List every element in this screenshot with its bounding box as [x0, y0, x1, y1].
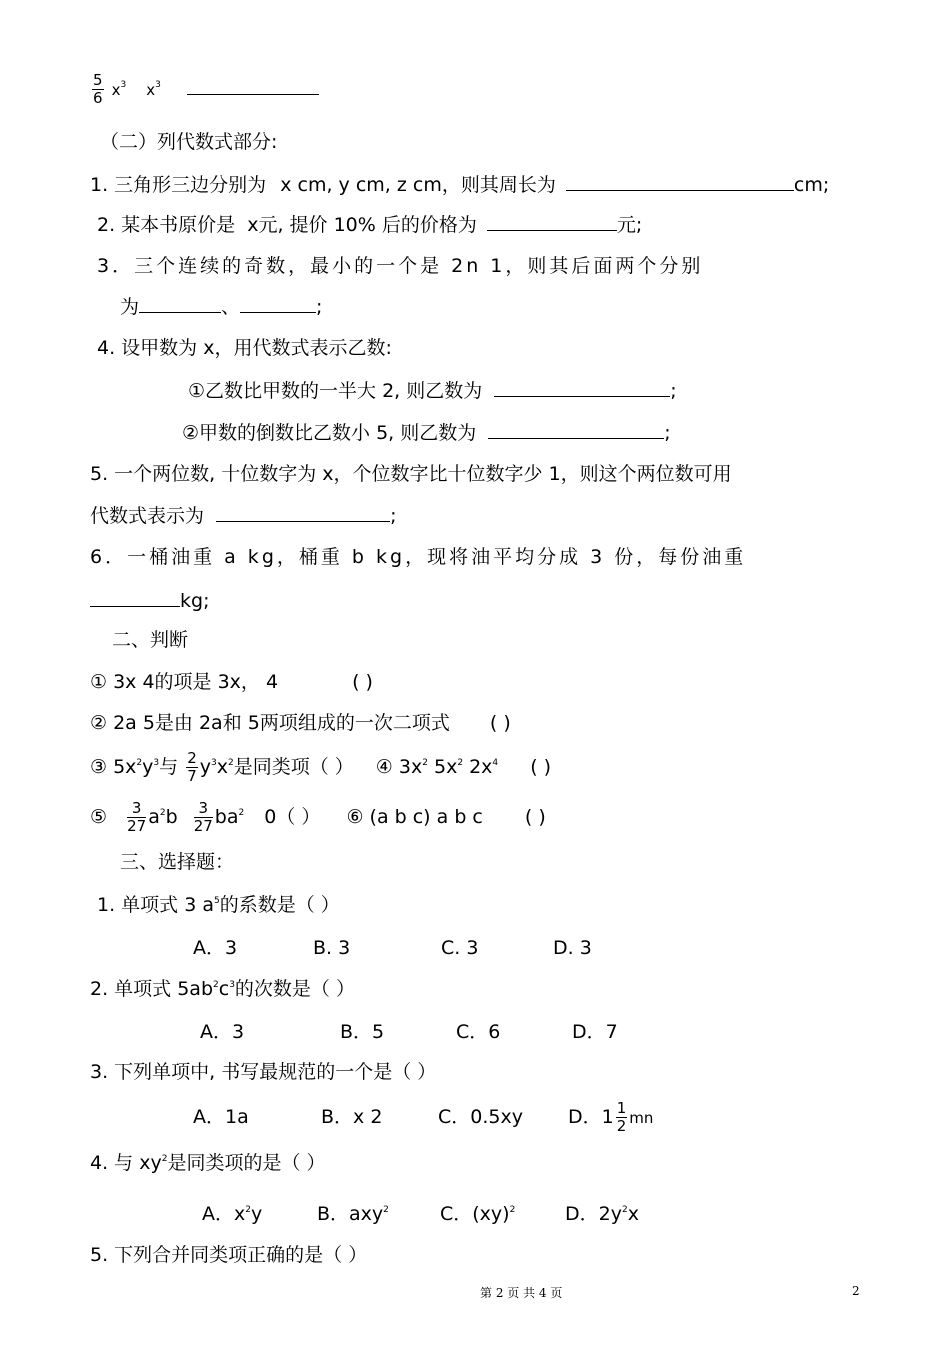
option-c[interactable]: C. 3 — [441, 937, 479, 959]
fraction-numerator: 3 — [127, 800, 146, 818]
answer-parens[interactable]: ( ) — [530, 756, 552, 778]
fraction — [616, 1100, 628, 1135]
answer-blank[interactable] — [216, 503, 390, 522]
question-6-line2 — [90, 588, 209, 613]
option-a[interactable]: A．1a — [193, 1106, 249, 1128]
exponent: 2 — [383, 1205, 389, 1215]
judge-text: ② 2a 5是由 2a和 5两项组成的一次二项式 — [90, 712, 450, 734]
fraction-denominator: 27 — [127, 817, 147, 835]
choice-4-options — [202, 1202, 639, 1230]
question-text: 的次数是（ ） — [234, 978, 355, 1000]
answer-blank[interactable] — [566, 172, 794, 191]
section-title: （二）列代数式部分: — [100, 131, 278, 153]
exponent: 2 — [136, 758, 143, 768]
end-mark: ; — [390, 505, 397, 527]
exponent: 2 — [238, 808, 245, 818]
option-d-label: D．1 — [568, 1106, 614, 1128]
judge-text: 5x — [427, 756, 458, 778]
option-b[interactable]: B．x 2 — [321, 1106, 383, 1128]
exponent: 2 — [422, 758, 428, 768]
fraction-numerator: 3 — [194, 800, 213, 818]
answer-blank[interactable] — [240, 294, 316, 313]
choice-5-question: 5. 下列合并同类项正确的是（ ） — [90, 1244, 368, 1266]
term: x — [111, 81, 121, 99]
exponent: 2 — [213, 980, 219, 990]
question-text: 4. 与 xy — [90, 1152, 162, 1174]
option-text: B．axy — [317, 1203, 384, 1225]
exponent: 2 — [457, 758, 464, 768]
question-text: 的系数是（ ） — [219, 894, 340, 916]
option-text: x — [627, 1203, 639, 1225]
answer-blank[interactable] — [494, 378, 670, 397]
unit-label: 元; — [616, 214, 643, 236]
option-a[interactable]: A．3 — [200, 1021, 245, 1043]
option-text: D．2y — [565, 1203, 622, 1225]
term: x — [146, 81, 156, 99]
judge-text[interactable]: 是同类项（ ） — [233, 756, 354, 778]
fraction-denominator: 27 — [193, 817, 213, 835]
fraction-numerator: 2 — [187, 749, 197, 767]
question-3-line2 — [120, 294, 322, 319]
exponent: 2 — [161, 1154, 168, 1164]
exponent: 5 — [213, 896, 220, 906]
exponent: 2 — [509, 1205, 516, 1215]
judge-text: ⑥ (a b c) a b c — [346, 806, 483, 828]
option-a[interactable] — [202, 1202, 317, 1230]
judge-item-2 — [90, 711, 511, 735]
exponent: 3 — [153, 758, 160, 768]
question-text: 2. 单项式 5ab — [90, 978, 213, 1000]
question-text: c — [218, 978, 230, 1000]
option-d-term: mn — [629, 1109, 654, 1127]
fraction-numerator: 5 — [93, 71, 103, 89]
option-b[interactable]: B．5 — [340, 1021, 385, 1043]
option-b[interactable]: B. 3 — [313, 937, 351, 959]
page-footer: 第 2 页 共 4 页 — [480, 1286, 563, 1300]
fraction-numerator: 1 — [616, 1099, 627, 1117]
section-title: 二、判断 — [112, 629, 189, 651]
choice-3-options — [193, 1100, 653, 1135]
unit-label: kg; — [180, 590, 210, 612]
exponent: 2 — [621, 1205, 628, 1215]
judge-text: ba — [214, 806, 239, 828]
question-text: 1. 三角形三边分别为 — [90, 174, 267, 196]
separator: 、 — [221, 296, 241, 318]
section-title: 三、选择题： — [120, 851, 235, 873]
option-text: C．(xy) — [440, 1203, 510, 1225]
exponent: 3 — [120, 80, 127, 90]
judge-item-1 — [90, 670, 373, 694]
fraction — [127, 800, 146, 835]
judge-item-5-6 — [90, 800, 546, 835]
answer-blank[interactable] — [139, 294, 221, 313]
judge-text: ④ 3x — [375, 756, 423, 778]
fraction — [194, 800, 213, 835]
exponent: 2 — [245, 1205, 251, 1215]
question-text: ，则其周长为 — [441, 174, 556, 196]
question-2 — [97, 212, 642, 237]
judge-text: b — [165, 806, 178, 828]
answer-parens[interactable]: ( ) — [489, 712, 511, 734]
judge-text: 与 — [159, 756, 179, 778]
question-text: ②甲数的倒数比乙数小 5, 则乙数为 — [182, 422, 477, 444]
option-text: y — [250, 1203, 263, 1225]
exponent: 2 — [159, 808, 166, 818]
answer-blank[interactable] — [187, 76, 319, 95]
end-mark: ; — [316, 296, 323, 318]
judge-text: ⑤ — [90, 806, 108, 828]
answer-blank[interactable] — [488, 420, 664, 439]
judge-item-3-4 — [90, 750, 551, 785]
answer-parens[interactable]: ( ) — [524, 806, 546, 828]
judge-text[interactable]: 0（ ） — [264, 806, 321, 828]
top-expression — [90, 72, 319, 107]
option-text: A．x — [202, 1203, 246, 1225]
answer-blank[interactable] — [90, 588, 180, 607]
question-text: 元, 提价 10% 后的价格为 — [258, 214, 477, 236]
judge-text: 2x — [463, 756, 493, 778]
fraction-denominator: 6 — [93, 89, 103, 107]
question-text: 2. 某本书原价是 — [97, 214, 236, 236]
judge-text: x — [216, 756, 228, 778]
fraction — [92, 72, 104, 107]
end-mark: ; — [670, 380, 677, 402]
question-4b — [182, 420, 671, 445]
unit-label: cm; — [793, 174, 830, 196]
exponent: 3 — [210, 758, 217, 768]
choice-2-question — [90, 977, 355, 1005]
question-5-line1: 5. 一个两位数, 十位数字为 x，个位数字比十位数字少 1，则这个两位数可用 — [90, 463, 732, 485]
option-c[interactable]: C．6 — [456, 1021, 501, 1043]
question-1 — [90, 172, 829, 197]
question-5-line2 — [90, 503, 396, 528]
answer-parens[interactable]: ( ) — [352, 671, 373, 693]
judge-text: y — [142, 756, 154, 778]
choice-4-question — [90, 1151, 325, 1179]
question-text: 1. 单项式 3 a — [97, 894, 214, 916]
answer-blank[interactable] — [487, 212, 617, 231]
option-a[interactable]: A．3 — [193, 937, 238, 959]
end-mark: ; — [664, 422, 671, 444]
question-var: x — [247, 214, 259, 236]
choice-2-options — [200, 1020, 618, 1044]
option-b[interactable] — [317, 1202, 440, 1230]
fraction — [186, 750, 198, 785]
exponent: 3 — [229, 980, 235, 990]
question-4-title: 4. 设甲数为 x，用代数式表示乙数: — [97, 337, 392, 359]
option-d[interactable] — [568, 1099, 654, 1135]
option-d[interactable] — [565, 1203, 639, 1225]
option-c[interactable]: C．0.5xy — [438, 1106, 523, 1128]
question-text: 是同类项的是（ ） — [167, 1152, 326, 1174]
question-4a — [188, 378, 677, 403]
judge-text: a — [148, 806, 160, 828]
question-text: ①乙数比甲数的一半大 2, 则乙数为 — [188, 380, 483, 402]
option-d[interactable]: D. 3 — [553, 937, 592, 959]
question-text: 代数式表示为 — [90, 505, 205, 527]
choice-1-options — [193, 936, 592, 960]
fraction-denominator: 7 — [187, 767, 197, 785]
page-number: 2 — [852, 1284, 860, 1298]
judge-text: ③ 5x — [90, 756, 137, 778]
exponent: 4 — [492, 758, 499, 768]
question-3-line1: 3．三个连续的奇数，最小的一个是 2n 1，则其后面两个分别 — [97, 255, 704, 277]
question-text: 为 — [120, 296, 140, 318]
judge-text: ① 3x 4的项是 3x， 4 — [90, 671, 279, 693]
fraction-denominator: 2 — [616, 1117, 627, 1135]
judge-text: y — [199, 756, 211, 778]
choice-3-question: 3. 下列单项中, 书写最规范的一个是（ ） — [90, 1061, 437, 1083]
exponent: 2 — [227, 758, 234, 768]
choice-1-question — [97, 893, 340, 921]
question-6-line1: 6．一桶油重 a kg，桶重 b kg，现将油平均分成 3 份，每份油重 — [90, 546, 747, 568]
exponent: 3 — [155, 80, 161, 90]
option-d[interactable]: D．7 — [572, 1021, 618, 1043]
question-vars: x cm, y cm, z cm — [280, 174, 442, 196]
option-c[interactable] — [440, 1202, 565, 1230]
